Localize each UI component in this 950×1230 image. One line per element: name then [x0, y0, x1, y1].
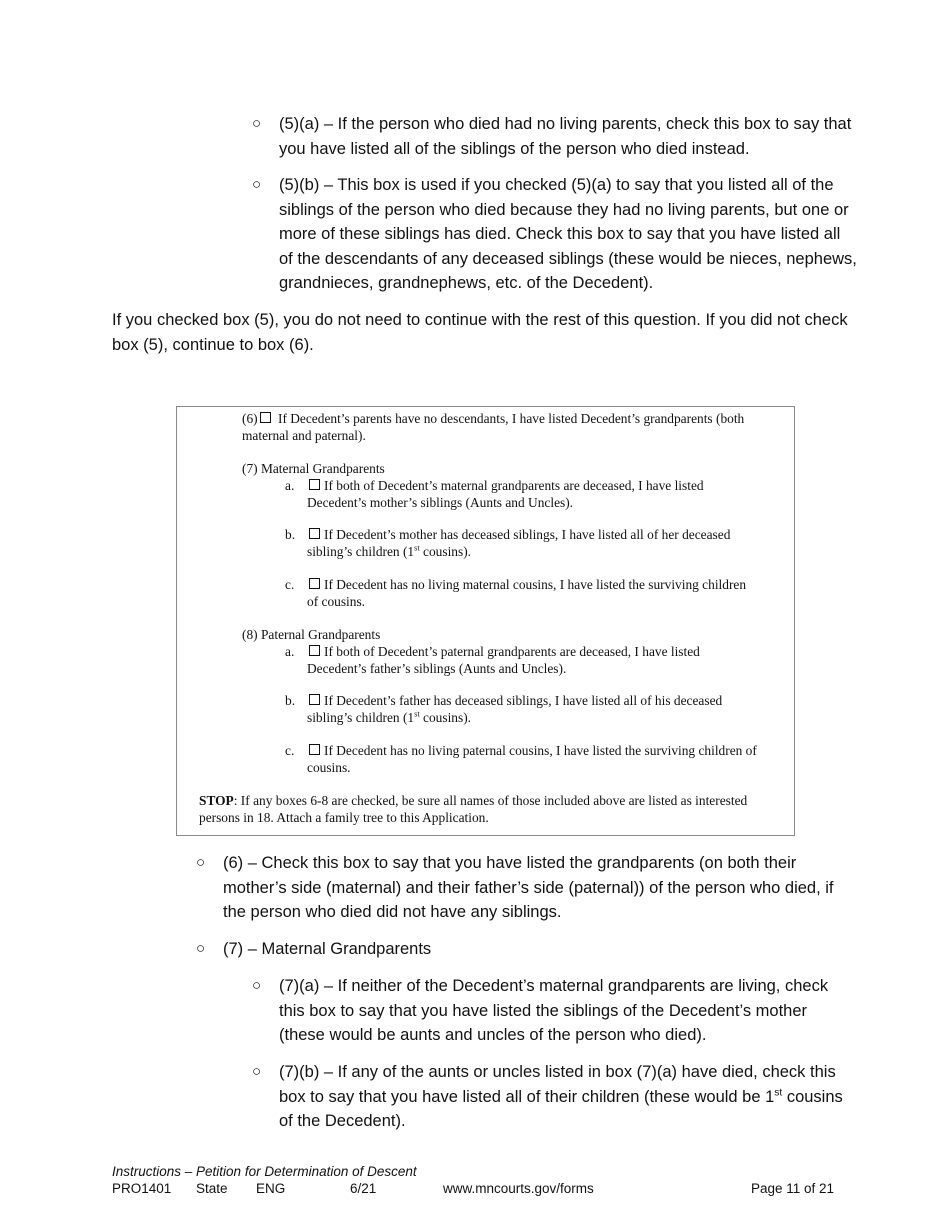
bullet-5b-text: (5)(b) – This box is used if you checked (5)(a) to say that you listed all of the siblings of the person who died because they had no living parents, but one or more of these siblings has died. Check this box to say that you have listed all of the descendants of any deceased siblings (these would be nieces, nephews, grandnieces, grandnephews, etc. of the Decedent).: [279, 176, 857, 292]
checkbox-icon: [309, 645, 320, 656]
bullet-7b-text-wrap: [279, 1060, 857, 1134]
footer-date: 6/21: [350, 1181, 377, 1196]
footer-title: Instructions – Petition for Determination of Descent: [112, 1164, 417, 1179]
hollow-bullet-icon: ○: [252, 176, 262, 193]
form-item-8a-text: If both of Decedent’s paternal grandparents are deceased, I have listed Decedent’s father’s siblings (Aunts and Uncles).: [307, 644, 700, 676]
checkbox-icon: [260, 412, 271, 423]
form-heading-maternal: (7) Maternal Grandparents: [242, 461, 385, 476]
checkbox-icon: [309, 578, 320, 589]
item-letter: b.: [285, 527, 296, 542]
footer-meta-row: [112, 1180, 842, 1197]
item-letter: c.: [285, 743, 295, 758]
item-letter: c.: [285, 577, 295, 592]
instruction-paragraph: If you checked box (5), you do not need to continue with the rest of this question. If you did not check box (5), continue to box (6).: [112, 311, 848, 354]
footer-page-number: Page 11 of 21: [751, 1181, 835, 1196]
form-item-8b-text: If Decedent’s father has deceased siblings, I have listed all of his deceased sibling’s children (1: [307, 693, 723, 725]
bullet-7b-text-end: cousins of the Decedent).: [279, 1087, 843, 1130]
bullet-7b-text: (7)(b) – If any of the aunts or uncles listed in box (7)(a) have died, check this box to say that you have listed all of their children (these would be 1: [279, 1063, 836, 1106]
bullet-7a: [252, 974, 857, 1049]
footer-form-id: PRO1401: [112, 1181, 172, 1196]
form-item-8b-text-end: cousins).: [419, 709, 471, 725]
form-item-7a-text: If both of Decedent’s maternal grandparents are deceased, I have listed Decedent’s mother’s siblings (Aunts and Uncles).: [307, 478, 704, 510]
bullet-6: [196, 851, 856, 926]
checkbox-icon: [309, 528, 320, 539]
item-letter: a.: [285, 644, 295, 659]
hollow-bullet-icon: ○: [252, 115, 262, 132]
form-item-6: [242, 411, 767, 444]
form-excerpt: [176, 406, 795, 836]
form-item-7c-text: If Decedent has no living maternal cousins, I have listed the surviving children of cousins.: [307, 577, 747, 609]
bullet-7b: [252, 1060, 857, 1135]
hollow-bullet-icon: ○: [196, 854, 206, 871]
stop-text: : If any boxes 6-8 are checked, be sure all names of those included above are listed as interested persons in 18. Attach a family tree to this Application.: [199, 793, 748, 825]
form-item-6-text: If Decedent’s parents have no descendants, I have listed Decedent’s grandparents (both maternal and paternal).: [242, 411, 745, 443]
bullet-5a: [252, 112, 852, 162]
page-footer: [112, 1163, 842, 1197]
stop-label: STOP: [199, 793, 234, 808]
form-item-7b-text: If Decedent’s mother has deceased siblings, I have listed all of her deceased sibling’s children (1: [307, 527, 731, 559]
superscript: st: [774, 1087, 783, 1098]
bullet-5a-text: (5)(a) – If the person who died had no living parents, check this box to say that you have listed all of the siblings of the person who died instead.: [279, 115, 852, 158]
hollow-bullet-icon: ○: [196, 940, 206, 957]
superscript: st: [414, 543, 420, 553]
checkbox-icon: [309, 694, 320, 705]
form-item-6-number: (6): [242, 411, 258, 426]
footer-url: www.mncourts.gov/forms: [443, 1181, 594, 1196]
checkbox-icon: [309, 744, 320, 755]
item-letter: a.: [285, 478, 295, 493]
form-heading-paternal: (8) Paternal Grandparents: [242, 627, 381, 642]
item-letter: b.: [285, 693, 296, 708]
hollow-bullet-icon: ○: [252, 1063, 262, 1080]
footer-language: ENG: [256, 1181, 286, 1196]
form-item-8c-text: If Decedent has no living paternal cousins, I have listed the surviving children of cousins.: [307, 743, 757, 775]
bullet-7a-text: (7)(a) – If neither of the Decedent’s maternal grandparents are living, check this box to say that you have listed the siblings of the Decedent’s mother (these would be aunts and uncles of the person who died).: [279, 977, 829, 1044]
hollow-bullet-icon: ○: [252, 977, 262, 994]
bullet-5b: [252, 173, 857, 298]
bullet-7-text: (7) – Maternal Grandparents: [223, 940, 432, 958]
superscript: st: [414, 709, 420, 719]
checkbox-icon: [309, 479, 320, 490]
form-stop-note: [199, 793, 759, 826]
footer-jurisdiction: State: [196, 1181, 228, 1196]
bullet-6-text: (6) – Check this box to say that you have listed the grandparents (on both their mother’s side (maternal) and their father’s side (paternal)) of the person who died, if the person who died did not have any siblings.: [223, 854, 834, 921]
form-item-7b-text-end: cousins).: [419, 543, 471, 559]
bullet-7: [196, 937, 596, 962]
